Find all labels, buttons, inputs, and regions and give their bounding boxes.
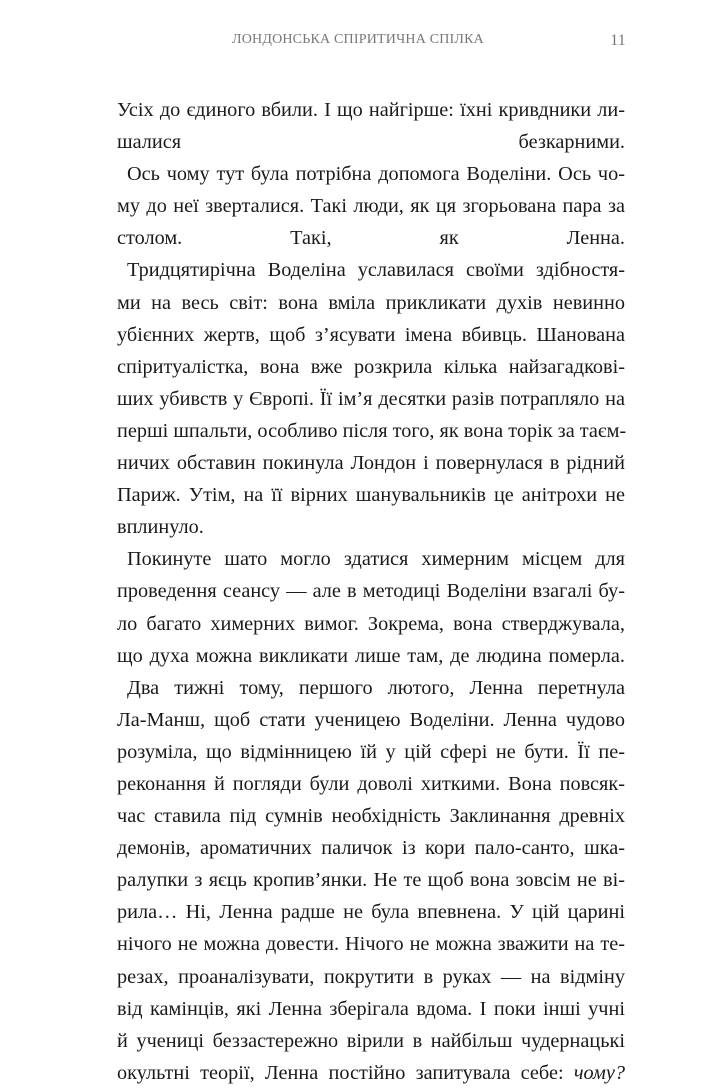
- body-text: [117, 94, 625, 1089]
- text-line: реконання й погляди були доволі хиткими. Вона повсяк-: [117, 772, 625, 795]
- text-line: ралупки з яєць кропив’янки. Не те щоб вона зовсім не ві-: [117, 869, 625, 892]
- text-line: рила… Ні, Ленна радше не була впевнена. У цій царині: [117, 901, 625, 924]
- text-line: демонів, ароматичних паличок із кори пало-санто, шка-: [117, 837, 625, 860]
- text-line: ничих обставин покинула Лондон і повернулася в рідний: [117, 452, 625, 475]
- text-line-final-lead: окультні теорії, Ленна постійно запитувала себе:: [117, 1061, 574, 1084]
- text-line: Ла-Манш, щоб стати ученицею Воделіни. Ленна чудово: [117, 708, 625, 731]
- paragraph-2: [117, 158, 625, 254]
- text-line: Париж. Утім, на її вірних шанувальників це анітрохи не: [117, 484, 625, 507]
- paragraph-4: [117, 543, 625, 671]
- text-line: проведення сеансу — але в методиці Воделіни взагалі бу-: [117, 580, 625, 603]
- text-line: ло багато химерних вимог. Зокрема, вона стверджувала,: [117, 612, 625, 635]
- text-line: Два тижні тому, першого лютого, Ленна перетнула: [127, 676, 625, 699]
- text-line: Покинуте шато могло здатися химерним місцем для: [127, 548, 625, 571]
- text-line: ми на весь світ: вона вміла прикликати духів невинно: [117, 291, 625, 314]
- text-line: нічого не можна довести. Нічого не можна зважити на те-: [117, 933, 625, 956]
- text-line: спіритуалістка, вона вже розкрила кілька найзагадкові-: [117, 355, 625, 378]
- text-line: убієнних жертв, щоб з’ясувати імена вбивць. Шанована: [117, 323, 625, 346]
- text-line: що духа можна викликати лише там, де людина померла.: [117, 644, 625, 667]
- text-line: час ставила під сумнів необхідність Заклинання древніх: [117, 805, 625, 828]
- paragraph-5: [117, 672, 625, 1089]
- paragraph-3: [117, 254, 625, 543]
- text-line: ших убивств у Європі. Її ім’я десятки разів потрапляло на: [117, 387, 625, 410]
- text-line: Ось чому тут була потрібна допомога Воделіни. Ось чо-: [127, 163, 625, 186]
- text-line: від камінців, які Ленна зберігала вдома. І поки інші учні: [117, 997, 625, 1020]
- page-number: 11: [610, 32, 626, 49]
- running-title: ЛОНДОНСЬКА СПІРИТИЧНА СПІЛКА: [232, 32, 484, 47]
- text-line: розуміла, що відмінницею їй у цій сфері не бути. Її пе-: [117, 740, 625, 763]
- text-line: й учениці беззастережно вірили в найбільш чудернацькі: [117, 1029, 625, 1052]
- text-line: Тридцятирічна Воделіна уславилася своїми здібностя-: [127, 259, 625, 282]
- running-head: [116, 32, 626, 52]
- text-line: вплинуло.: [117, 516, 204, 539]
- text-line: столом. Такі, як Ленна.: [117, 227, 625, 250]
- paragraph-1: [117, 94, 625, 158]
- text-line: Усіх до єдиного вбили. І що найгірше: їхні кривдники ли-: [117, 99, 625, 121]
- emphasis-word: чому?: [573, 1061, 625, 1084]
- text-line: резах, проаналізувати, покрутити в руках — на відміну: [117, 965, 625, 988]
- text-line: шалися безкарними.: [117, 131, 625, 154]
- text-line-final: [117, 1057, 625, 1089]
- text-line: перші шпальти, особливо після того, як вона торік за таєм-: [117, 419, 627, 442]
- text-line: му до неї зверталися. Такі люди, як ця згорьована пара за: [117, 195, 625, 218]
